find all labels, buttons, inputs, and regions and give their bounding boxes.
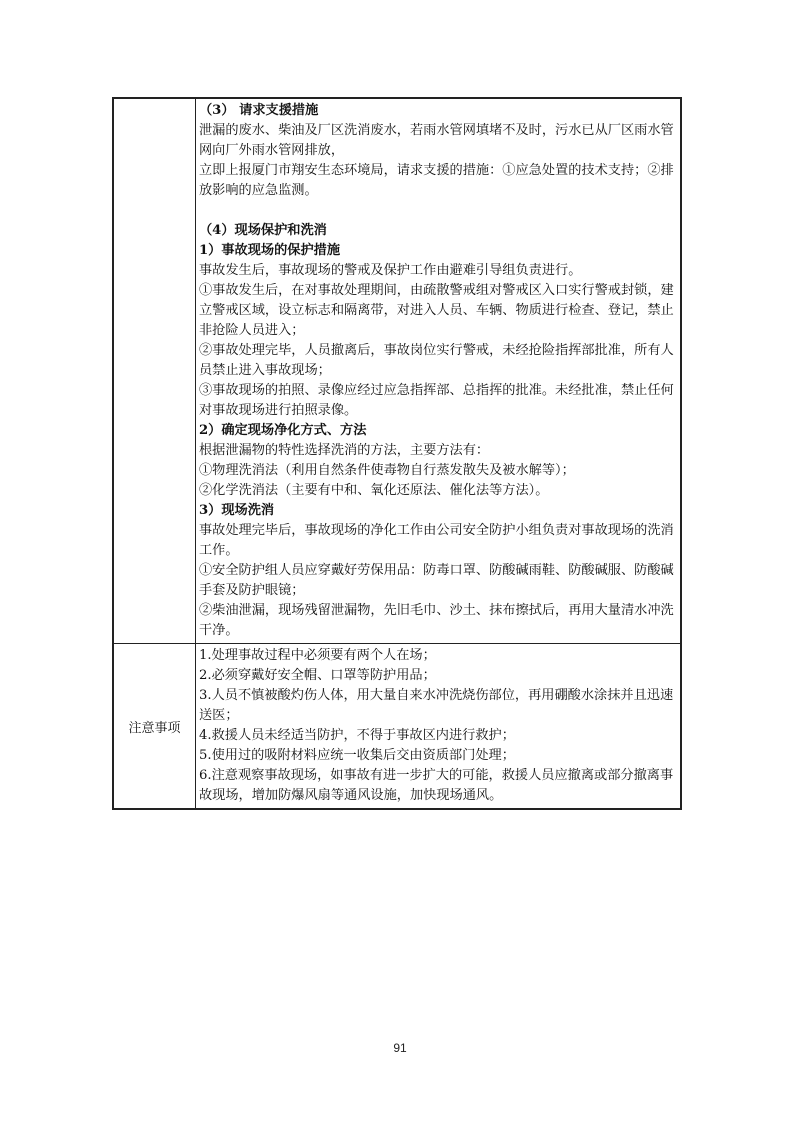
section3-heading: （3） 请求支援措施 <box>199 103 319 118</box>
blank-line <box>199 201 676 221</box>
sub2-heading: 2）确定现场净化方式、方法 <box>199 423 367 438</box>
section4-heading: （4）现场保护和洗消 <box>199 223 327 238</box>
attention-item: 5.使用过的吸附材料应统一收集后交由资质部门处理； <box>199 748 515 763</box>
sub1-heading: 1）事故现场的保护措施 <box>199 243 341 258</box>
attention-item: 2.必须穿戴好安全帽、口罩等防护用品； <box>199 668 436 683</box>
attention-item: 1.处理事故过程中必须要有两个人在场； <box>199 648 436 663</box>
measures-label-cell <box>114 99 196 643</box>
attention-content-cell <box>196 644 680 808</box>
sub3-heading: 3）现场洗消 <box>199 503 275 518</box>
sub3-line: ②柴油泄漏，现场残留泄漏物，先旧毛巾、沙土、抹布擦拭后，再用大量清水冲洗干净。 <box>199 603 674 638</box>
page-number: 91 <box>393 1041 407 1055</box>
sub1-line: 事故发生后，事故现场的警戒及保护工作由避难引导组负责进行。 <box>199 263 582 278</box>
attention-item: 3.人员不慎被酸灼伤人体，用大量自来水冲洗烧伤部位，再用硼酸水涂抹并且迅速送医； <box>199 688 674 723</box>
sub1-line: ①事故发生后，在对事故处理期间，由疏散警戒组对警戒区入口实行警戒封锁，建立警戒区域，设立标志和隔离带，对进入人员、车辆、物质进行检查、登记，禁止非抢险人员进入； <box>199 283 674 338</box>
sub3-line: ①安全防护组人员应穿戴好劳保用品：防毒口罩、防酸碱雨鞋、防酸碱服、防酸碱手套及防护眼镜； <box>199 563 674 598</box>
sub1-line: ②事故处理完毕，人员撤离后，事故岗位实行警戒，未经抢险指挥部批准，所有人员禁止进入事故现场； <box>199 343 674 378</box>
section3-line: 立即上报厦门市翔安生态环境局，请求支援的措施：①应急处置的技术支持；②排放影响的应急监测。 <box>199 163 674 198</box>
attention-label: 注意事项 <box>114 644 196 808</box>
sub2-line: 根据泄漏物的特性选择洗消的方法，主要方法有： <box>199 443 490 458</box>
measures-content-cell <box>196 99 680 643</box>
attention-row <box>114 643 680 808</box>
sub1-line: ③事故现场的拍照、录像应经过应急指挥部、总指挥的批准。未经批准，禁止任何对事故现场进行拍照录像。 <box>199 383 674 418</box>
measures-row <box>114 99 680 643</box>
sub2-line: ①物理洗消法（利用自然条件使毒物自行蒸发散失及被水解等）； <box>199 463 575 478</box>
attention-item: 4.救援人员未经适当防护，不得于事故区内进行救护； <box>199 728 515 743</box>
sub3-line: 事故处理完毕后，事故现场的净化工作由公司安全防护小组负责对事故现场的洗消工作。 <box>199 523 674 558</box>
attention-item: 6.注意观察事故现场，如事故有进一步扩大的可能，救援人员应撤离或部分撤离事故现场，增加防爆风扇等通风设施，加快现场通风。 <box>199 768 674 803</box>
section3-line: 泄漏的废水、柴油及厂区洗消废水，若雨水管网填堵不及时，污水已从厂区雨水管网向厂外雨水管网排放， <box>199 123 674 158</box>
sub2-line: ②化学洗消法（主要有中和、氧化还原法、催化法等方法）。 <box>199 483 549 498</box>
procedure-table <box>112 97 682 810</box>
